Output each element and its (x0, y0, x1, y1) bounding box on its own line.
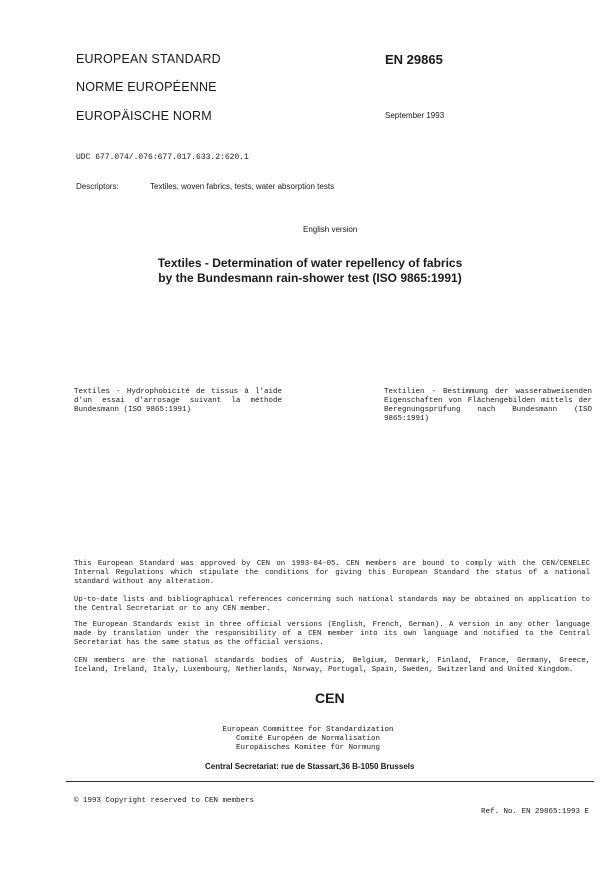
standard-number: EN 29865 (385, 52, 443, 67)
cen-logo: CEN (315, 690, 345, 706)
footer-divider (66, 781, 594, 782)
central-secretariat-address: Central Secretariat: rue de Stassart,36 B-1050 Brussels (205, 762, 415, 771)
cen-name-german: Europäisches Komitee für Normung (235, 744, 381, 752)
references-paragraph: Up-to-date lists and bibliographical references concerning such national standards may be obtained on application to the Central Secretariat or to any CEN member. (74, 596, 590, 613)
publication-date: September 1993 (385, 111, 445, 120)
copyright-notice: © 1993 Copyright reserved to CEN members (74, 797, 255, 805)
reference-number: Ref. No. EN 29865:1993 E (481, 808, 590, 816)
standard-type-french: NORME EUROPÉENNE (76, 80, 217, 94)
udc-code: UDC 677.074/.076:677.017.633.2:620.1 (76, 153, 249, 162)
standard-type-german: EUROPÄISCHE NORM (76, 109, 212, 123)
descriptors-value: Textiles, woven fabrics, tests, water absorption tests (150, 182, 335, 191)
language-version: English version (303, 225, 358, 234)
title-german: Textilien - Bestimmung der wasserabweisenden Eigenschaften von Flächengebilden mittels der Beregnungsprüfung nach Bundesmann (ISO 9865:1991) (384, 388, 592, 423)
members-paragraph: CEN members are the national standards bodies of Austria, Belgium, Denmark, Finland, France, Germany, Greece, Iceland, Ireland, Italy, Luxembourg, Netherlands, Norway, Portugal, Spain, Sweden, Switzerland and United Kingdom. (74, 657, 590, 674)
cen-name-english: European Committee for Standardization (222, 726, 394, 734)
document-title: Textiles - Determination of water repellency of fabrics by the Bundesmann rain-shower test (ISO 9865:1991) (157, 256, 463, 285)
standard-type-english: EUROPEAN STANDARD (76, 52, 221, 66)
cen-name-french: Comité Européen de Normalisation (235, 735, 381, 743)
approval-paragraph: This European Standard was approved by CEN on 1993-04-05. CEN members are bound to comply with the CEN/CENELEC Internal Regulations which stipulate the conditions for giving this European Standard the status of a national standard without any alteration. (74, 560, 590, 586)
versions-paragraph: The European Standards exist in three official versions (English, French, German). A version in any other language made by translation under the responsibility of a CEN member into its own language and notified to the Central Secretariat has the same status as the official versions. (74, 621, 590, 647)
title-french: Textiles - Hydrophobicité de tissus à l'aide d'un essai d'arrosage suivant la méthode Bundesmann (ISO 9865:1991) (74, 388, 282, 414)
descriptors-label: Descriptors: (76, 182, 119, 191)
